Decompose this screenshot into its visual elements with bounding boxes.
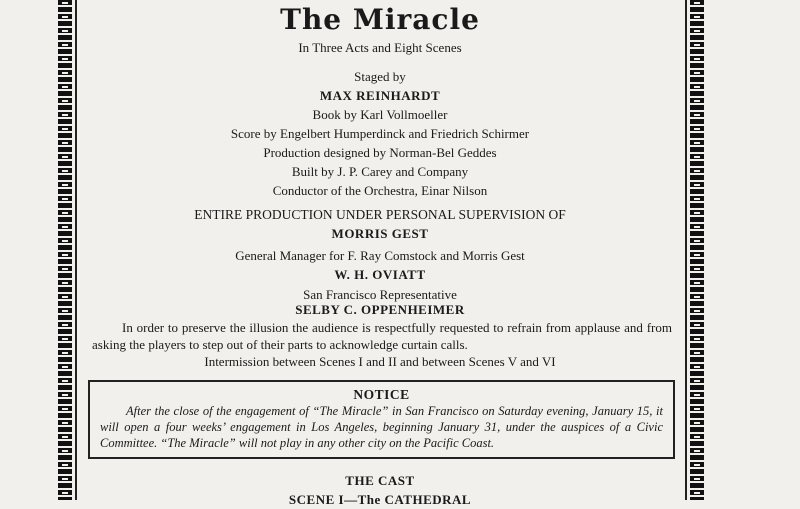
oppenheimer-name: SELBY C. OPPENHEIMER: [295, 302, 465, 317]
subtitle: In Three Acts and Eight Scenes: [298, 40, 462, 55]
notice-body: [100, 403, 663, 451]
cast-heading: THE CAST: [345, 473, 415, 488]
sf-representative-line: San Francisco Representative: [303, 287, 457, 302]
program-page: [82, 0, 678, 509]
staged-by-label: Staged by: [354, 69, 406, 84]
credit-built: Built by J. P. Carey and Company: [291, 164, 469, 179]
intermission-note: Intermission between Scenes I and II and between Scenes V and VI: [204, 354, 556, 369]
notice-body-text: After the close of the engagement of “The Miracle” in San Francisco on Saturday evening, January 15, it will open a four weeks’ engagement in Los Angeles, beginning January 31, under the auspices of a Civic Committee. “The Miracle” will not play in any other city on the Pacific Coast.: [100, 404, 663, 450]
notice-heading: NOTICE: [353, 387, 410, 402]
credit-score: Score by Engelbert Humperdinck and Friedrich Schirmer: [230, 126, 530, 141]
notice-box: [88, 380, 675, 459]
credit-book: Book by Karl Vollmoeller: [312, 107, 448, 122]
supervision-line: ENTIRE PRODUCTION UNDER PERSONAL SUPERVISION OF: [194, 207, 566, 222]
director-name: MAX REINHARDT: [319, 88, 441, 103]
credit-production: Production designed by Norman-Bel Geddes: [263, 145, 497, 160]
audience-request-text: In order to preserve the illusion the audience is respectfully requested to refrain from applause and from asking the players to step out of their parts to acknowledge curtain calls.: [92, 320, 672, 352]
right-chain-border: [690, 0, 704, 500]
program-title: The Miracle: [280, 3, 480, 36]
audience-request: [92, 319, 672, 353]
supervisor-name: MORRIS GEST: [331, 226, 429, 241]
right-border-rule: [685, 0, 687, 500]
general-manager-line: General Manager for F. Ray Comstock and Morris Gest: [235, 248, 525, 263]
credit-conductor: Conductor of the Orchestra, Einar Nilson: [272, 183, 488, 198]
oviatt-name: W. H. OVIATT: [334, 267, 426, 282]
left-border-rule: [75, 0, 77, 500]
scene-heading: SCENE I—The CATHEDRAL: [288, 492, 472, 507]
left-chain-border: [58, 0, 72, 500]
